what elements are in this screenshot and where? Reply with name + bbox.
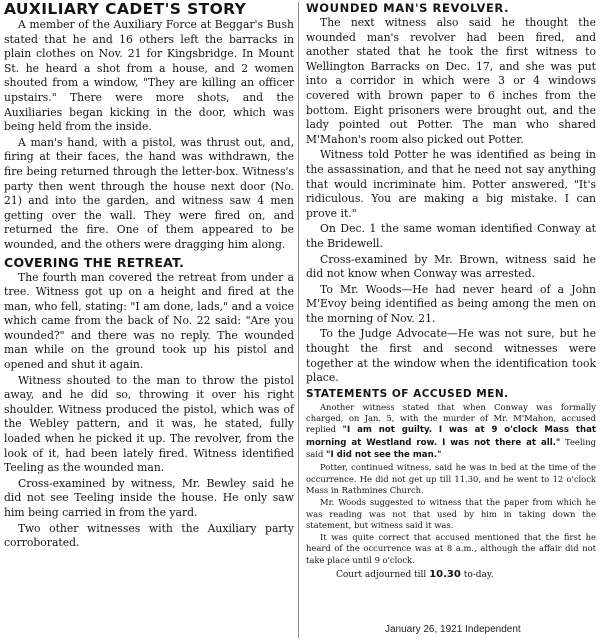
teeling-quote: "I did not see the man." xyxy=(326,450,442,461)
adjourn-prefix: Court adjourned till xyxy=(336,570,427,580)
right-column xyxy=(306,0,596,583)
column-divider xyxy=(298,2,299,638)
left-body-part1 xyxy=(4,18,294,253)
left-body-part2 xyxy=(4,271,294,551)
paragraph: To the Judge Advocate—He was not sure, but he thought the first and second witnesses were together at the window when the identification took place. xyxy=(306,327,596,385)
paragraph: On Dec. 1 the same woman identified Conway at the Bridewell. xyxy=(306,222,596,250)
left-column xyxy=(4,0,294,552)
statement-intro: Another witness stated that when Conway was formally charged, on Jan. 5, with the murder of Mr. M'Mahon, accused replied xyxy=(306,401,596,435)
paragraph xyxy=(306,402,596,461)
source-caption: January 26, 1921 Independent xyxy=(385,624,521,635)
paragraph: Witness shouted to the man to throw the pistol away, and he did so, throwing it over his right shoulder. Witness produced the pistol, which was of the Webley pattern, and it was, he stated, fully loaded when he picked it up. The revolver, from the look of it, had been lately fired. Witness identified Teeling as the wounded man. xyxy=(4,373,294,475)
paragraph: Witness told Potter he was identified as being in the assassination, and that he need not say anything that would incriminate him. Potter answered, "It's ridiculous. You are making a big mistake. I can prove it." xyxy=(306,148,596,220)
paragraph: Cross-examined by Mr. Brown, witness said he did not know when Conway was arrested. xyxy=(306,252,596,281)
court-adjourned-line xyxy=(306,568,596,582)
headline-wounded-mans-revolver: WOUNDED MAN'S REVOLVER. xyxy=(306,1,510,15)
paragraph: To Mr. Woods—He had never heard of a John M'Evoy being identified as being among the men on the morning of Nov. 21. xyxy=(306,282,596,325)
paragraph: The next witness also said he thought the wounded man's revolver had been fired, and another stated that he took the first witness to Wellington Barracks on Dec. 17, and she was put into a corridor in which were 3 or 4 windows covered with brown paper to 6 inches from the bottom. Eight prisoners were brought out, and the lady pointed out Potter. The man who shared M'Mahon's room also picked out Potter. xyxy=(306,16,596,146)
paragraph: The fourth man covered the retreat from under a tree. Witness got up on a height and fired at the man, who fell, stating: "I am done, lads," and a voice which came from the back of No. 22 said: "Are you wounded?" and there was no reply. The wounded man while on the ground took up his pistol and opened and shut it again. xyxy=(4,270,294,372)
paragraph: Mr. Woods suggested to witness that the paper from which he was reading was not that used by him in taking down the statement, but witness said it was. xyxy=(306,497,596,530)
paragraph: Cross-examined by witness, Mr. Bewley said he did not see Teeling inside the house. He only saw him being carried in from the yard. xyxy=(4,476,294,519)
subheading-statements-of-accused-men: STATEMENTS OF ACCUSED MEN. xyxy=(306,387,509,400)
subheading-covering-the-retreat: COVERING THE RETREAT. xyxy=(4,254,185,270)
small-print-section xyxy=(306,402,596,582)
paragraph: Two other witnesses with the Auxiliary party corroborated. xyxy=(4,521,294,550)
paragraph: A member of the Auxiliary Force at Beggar's Bush stated that he and 16 others left the barracks in plain clothes on Nov. 21 for Kingsbridge. In Mount St. he heard a shot from a house, and 2 women shouted from a window, "They are killing an officer upstairs." There were more shots, and the Auxiliaries began kicking in the door, which was being held from the inside. xyxy=(4,18,294,134)
statement-mid: Teeling said xyxy=(306,436,596,460)
adjourn-suffix: to-day. xyxy=(463,570,494,580)
right-body xyxy=(306,16,596,386)
adjourn-time: 10.30 xyxy=(429,569,461,580)
conway-quote: "I am not guilty. I was at 9 o'clock Mass that morning at Westland row. I was not there at all." xyxy=(306,425,597,448)
headline-auxiliary-cadets-story: AUXILIARY CADET'S STORY xyxy=(4,0,247,18)
paragraph: Potter, continued witness, said he was in bed at the time of the occurrence. He did not get up till 11.30, and he went to 12 o'clock Mass in Rathmines Church. xyxy=(306,462,596,495)
paragraph: A man's hand, with a pistol, was thrust out, and, firing at their faces, the hand was withdrawn, the fire being returned through the letter-box. Witness's party then went through the house next door (No. 21) and into the garden, and witness saw 4 men getting over the wall. They were fired on, and returned the fire. One of them appeared to be wounded, and the others were dragging him along. xyxy=(4,135,294,251)
paragraph: It was quite correct that accused mentioned that the first he heard of the occurrence was at 8 a.m., although the affair did not take place until 9 o'clock. xyxy=(306,532,596,565)
